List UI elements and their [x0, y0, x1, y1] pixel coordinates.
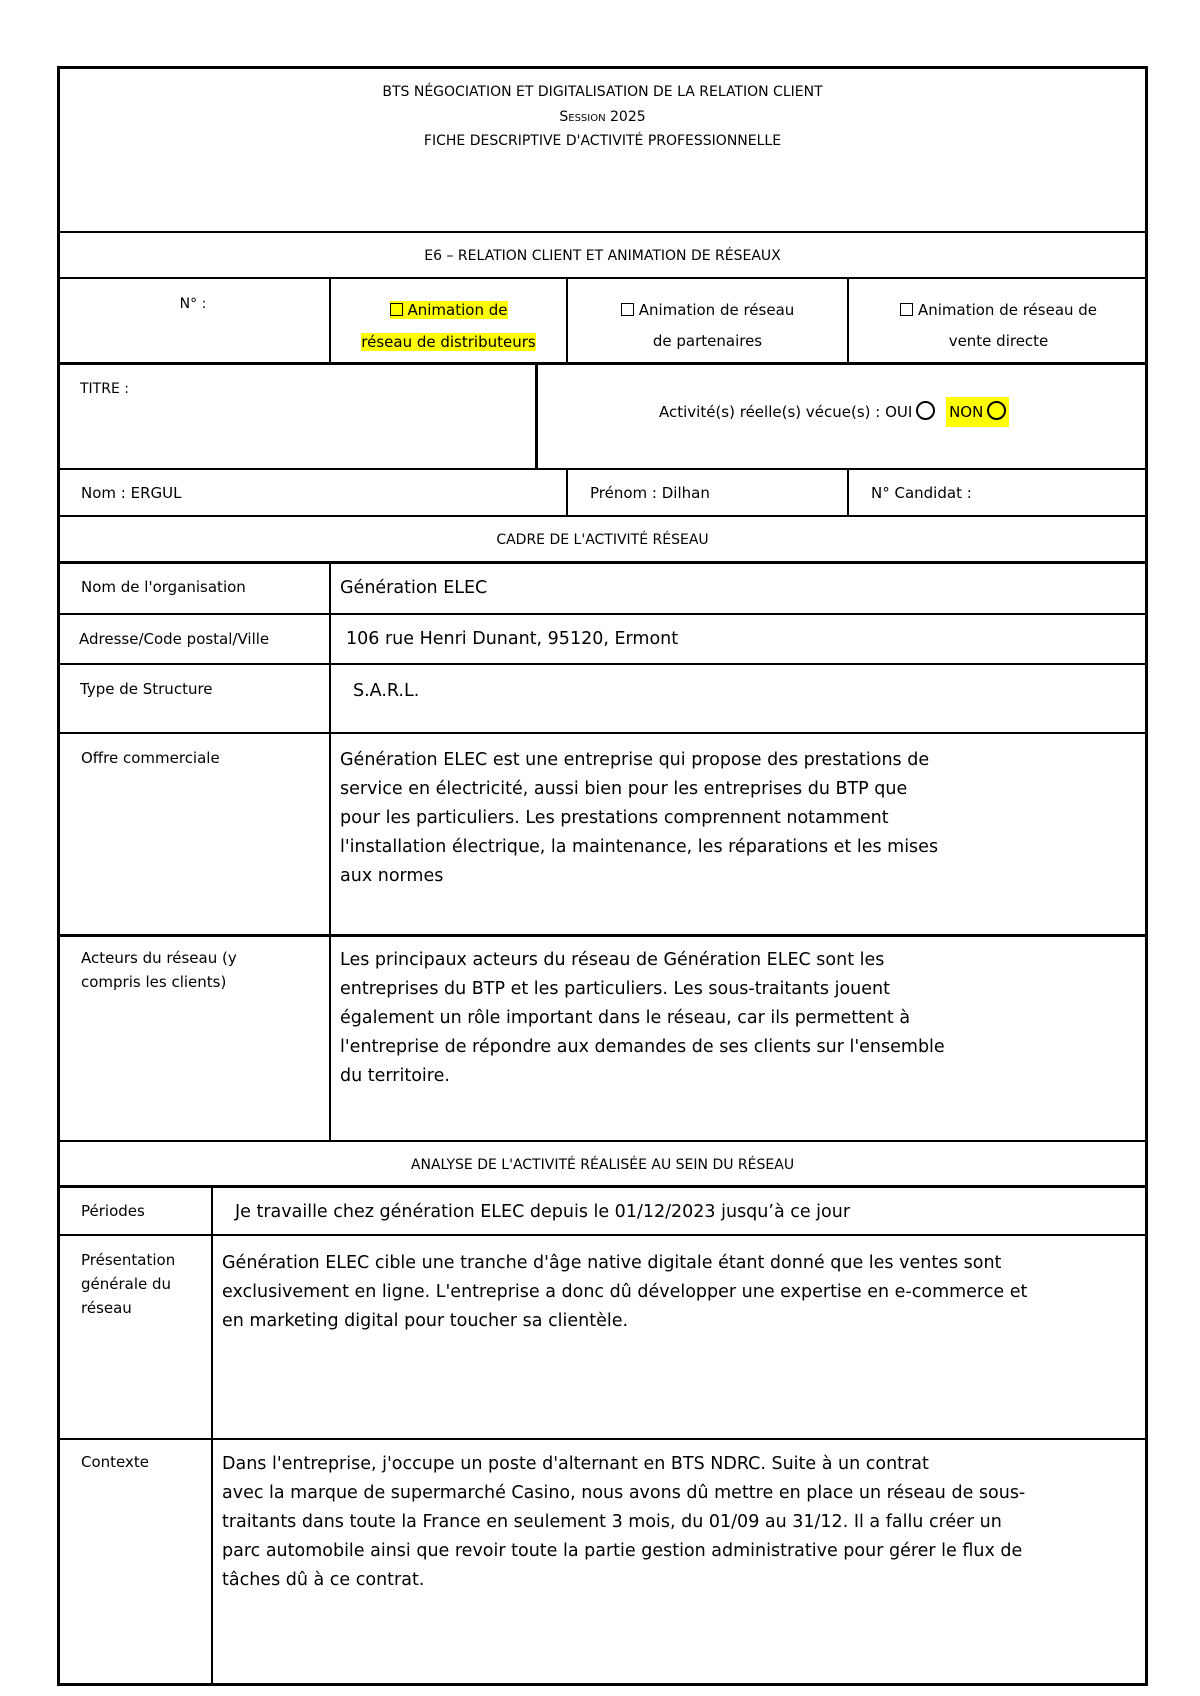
- offre-line: l'installation électrique, la maintenance, les réparations et les mises: [340, 837, 939, 857]
- divider: [535, 364, 538, 468]
- candidat-field: N° Candidat :: [871, 484, 972, 502]
- checkbox-icon[interactable]: [621, 303, 634, 316]
- divider: [566, 468, 568, 515]
- activite-non[interactable]: NON: [946, 397, 1009, 427]
- option-partenaires-line1: Animation de réseau: [638, 301, 795, 319]
- acteurs-line: entreprises du BTP et les particuliers. Les sous-traitants jouent: [340, 979, 890, 999]
- acteurs-line: l'entreprise de répondre aux demandes de ses clients sur l'ensemble: [340, 1037, 945, 1057]
- prenom-field: Prénom : Dilhan: [590, 484, 710, 502]
- divider: [57, 362, 1148, 365]
- epreuve-title: E6 – RELATION CLIENT ET ANIMATION DE RÉSEAUX: [424, 248, 781, 264]
- section-cadre-title: CADRE DE L'ACTIVITÉ RÉSEAU: [496, 532, 709, 548]
- offre-line: Génération ELEC est une entreprise qui propose des prestations de: [340, 750, 930, 770]
- presentation-label-line1: Présentation: [81, 1251, 176, 1269]
- checkbox-icon[interactable]: [900, 303, 913, 316]
- option-vente-directe-line2: vente directe: [948, 332, 1049, 350]
- section-analyse-title: ANALYSE DE L'ACTIVITÉ RÉALISÉE AU SEIN DU RÉSEAU: [410, 1157, 795, 1173]
- divider: [57, 934, 1148, 937]
- offre-line: service en électricité, aussi bien pour les entreprises du BTP que: [340, 779, 908, 799]
- divider: [57, 561, 1148, 564]
- divider: [57, 1234, 1148, 1236]
- contexte-label: Contexte: [81, 1453, 149, 1471]
- divider: [211, 1187, 213, 1686]
- nom-field: Nom : ERGUL: [81, 484, 182, 502]
- option-distributeurs-line2: réseau de distributeurs: [361, 333, 536, 351]
- acteurs-text: [340, 946, 945, 1091]
- periodes-value: Je travaille chez génération ELEC depuis le 01/12/2023 jusqu’à ce jour: [235, 1202, 851, 1222]
- offre-label: Offre commerciale: [81, 749, 220, 767]
- offre-line: aux normes: [340, 866, 444, 886]
- presentation-label-line3: réseau: [81, 1299, 132, 1317]
- divider: [57, 231, 1148, 233]
- header-line-2: Session 2025: [559, 109, 646, 125]
- divider: [57, 1438, 1148, 1440]
- org-label: Nom de l'organisation: [81, 578, 246, 596]
- contexte-line: Dans l'entreprise, j'occupe un poste d'alternant en BTS NDRC. Suite à un contrat: [222, 1454, 929, 1474]
- activite-reelle: [659, 401, 1009, 422]
- titre-label: TITRE :: [80, 381, 129, 397]
- divider: [57, 468, 1148, 470]
- option-vente-directe-line1: Animation de réseau de: [917, 301, 1098, 319]
- presentation-line: Génération ELEC cible une tranche d'âge native digitale étant donné que les ventes sont: [222, 1253, 1002, 1273]
- divider: [57, 515, 1148, 517]
- org-value: Génération ELEC: [340, 578, 488, 598]
- contexte-line: tâches dû à ce contrat.: [222, 1570, 425, 1590]
- divider: [57, 277, 1148, 279]
- divider: [57, 663, 1148, 665]
- divider: [57, 732, 1148, 734]
- adresse-label: Adresse/Code postal/Ville: [79, 630, 270, 648]
- presentation-line: en marketing digital pour toucher sa clientèle.: [222, 1311, 629, 1331]
- acteurs-line: également un rôle important dans le réseau, car ils permettent à: [340, 1008, 911, 1028]
- radio-oui-icon[interactable]: [916, 401, 935, 420]
- acteurs-line: Les principaux acteurs du réseau de Génération ELEC sont les: [340, 950, 885, 970]
- presentation-label-line2: générale du: [81, 1275, 172, 1293]
- option-partenaires-line2: de partenaires: [652, 332, 763, 350]
- acteurs-label-line1: Acteurs du réseau (y: [81, 949, 237, 967]
- divider: [57, 1185, 1148, 1188]
- divider: [329, 561, 331, 1140]
- adresse-value: 106 rue Henri Dunant, 95120, Ermont: [346, 629, 679, 649]
- radio-non-icon[interactable]: [987, 401, 1006, 420]
- header-line-3: FICHE DESCRIPTIVE D'ACTIVITÉ PROFESSIONNELLE: [423, 133, 782, 149]
- header-line-1: BTS NÉGOCIATION ET DIGITALISATION DE LA RELATION CLIENT: [382, 84, 823, 100]
- periodes-label: Périodes: [81, 1202, 145, 1220]
- acteurs-label-line2: compris les clients): [81, 973, 227, 991]
- divider: [57, 1140, 1148, 1142]
- divider: [847, 468, 849, 515]
- offre-line: pour les particuliers. Les prestations comprennent notamment: [340, 808, 889, 828]
- option-distributeurs-line1: Animation de: [390, 301, 508, 319]
- acteurs-line: du territoire.: [340, 1066, 450, 1086]
- type-value: S.A.R.L.: [353, 681, 420, 701]
- activite-label: Activité(s) réelle(s) vécue(s) : OUI: [659, 403, 913, 421]
- contexte-text: [222, 1450, 1025, 1595]
- presentation-text: [222, 1249, 1027, 1336]
- checkbox-icon[interactable]: [390, 303, 403, 316]
- contexte-line: parc automobile ainsi que revoir toute la partie gestion administrative pour gérer le flux de: [222, 1541, 1023, 1561]
- contexte-line: avec la marque de supermarché Casino, nous avons dû mettre en place un réseau de sous-: [222, 1483, 1026, 1503]
- contexte-line: traitants dans toute la France en seulement 3 mois, du 01/09 au 31/12. Il a fallu créer un: [222, 1512, 1002, 1532]
- presentation-line: exclusivement en ligne. L'entreprise a donc dû développer une expertise en e-commerce et: [222, 1282, 1028, 1302]
- divider: [57, 613, 1148, 615]
- offre-text: [340, 746, 938, 891]
- numero-label: N° :: [179, 296, 207, 312]
- type-label: Type de Structure: [80, 680, 213, 698]
